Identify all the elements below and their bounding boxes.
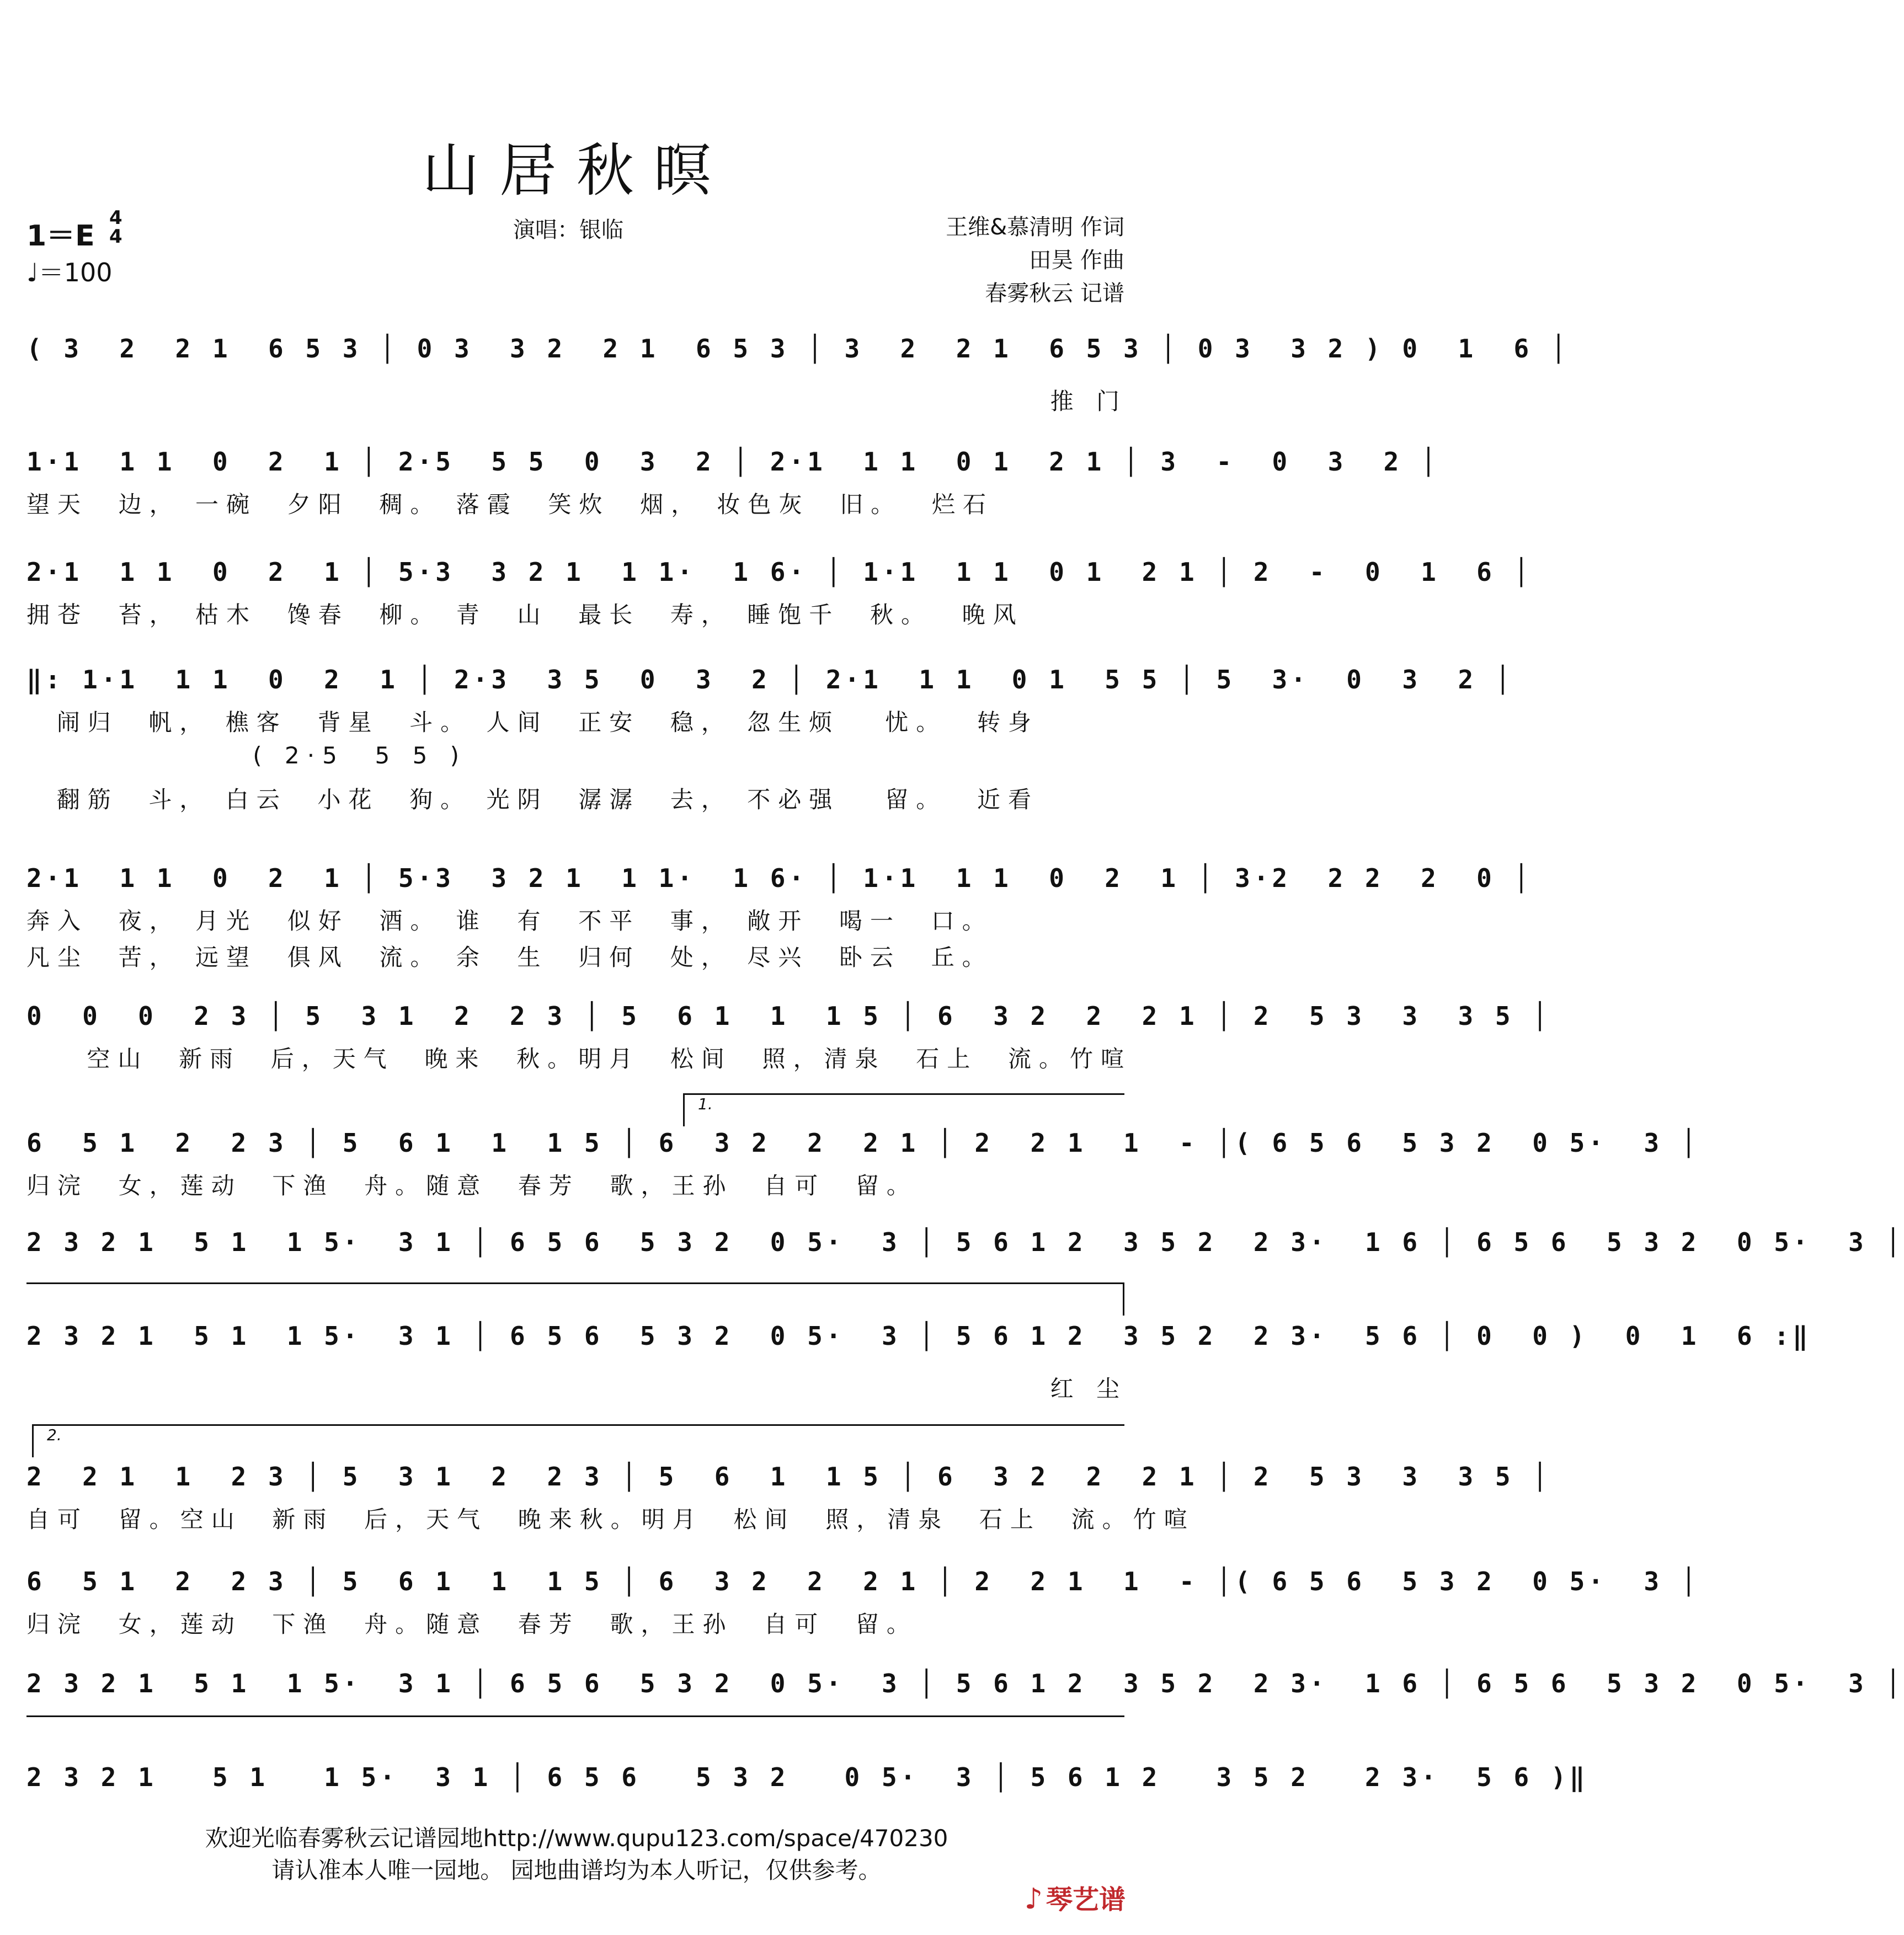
ending-2-bracket-cont <box>26 1715 1124 1717</box>
lyric-row: ( 2·5 5 5 ) <box>26 742 467 769</box>
credits <box>946 211 1124 310</box>
ending-1-bracket-cont <box>26 1282 1124 1284</box>
notation-row: 2 3 2 1 5 1 1 5· 3 1 │ 6 5 6 5 3 2 0 5· 3 │ 5 6 1 2 3 5 2 2 3· 1 6 │ 6 5 6 5 3 2 0 5· 3 │ <box>26 1669 1904 1698</box>
page-title: 山居秋暝 <box>422 137 731 204</box>
notation-row: ( 3 2 2 1 6 5 3 │ 0 3 3 2 2 1 6 5 3 │ 3 2 2 1 6 5 3 │ 0 3 3 2 ) 0 1 6 │ <box>26 334 1570 364</box>
composer-credit: 田昊 作曲 <box>1029 248 1124 273</box>
ending-2-bracket-left <box>32 1424 34 1457</box>
notation-row: ‖: 1·1 1 1 0 2 1 │ 2·3 3 5 0 3 2 │ 2·1 1 1 0 1 5 5 │ 5 3· 0 3 2 │ <box>26 665 1514 694</box>
lyric-row: 归浣 女，莲动 下渔 舟。随意 春芳 歌，王孙 自可 留。 <box>26 1611 918 1638</box>
notation-row: 1·1 1 1 0 2 1 │ 2·5 5 5 0 3 2 │ 2·1 1 1 0 1 2 1 │ 3 - 0 3 2 │ <box>26 447 1439 477</box>
lyric-row: 拥苍 苔， 枯木 馋春 柳。 青 山 最长 寿， 睡饱千 秋。 晚风 <box>26 601 1024 628</box>
ending-1-bracket <box>683 1093 1124 1095</box>
lyric-row: 凡尘 苦， 远望 俱风 流。 余 生 归何 处， 尽兴 卧云 丘。 <box>26 944 993 971</box>
notation-row: 2·1 1 1 0 2 1 │ 5·3 3 2 1 1 1· 1 6· │ 1·1 1 1 0 2 1 │ 3·2 2 2 2 0 │ <box>26 863 1533 893</box>
ending-1-bracket-left <box>683 1093 685 1126</box>
key-signature: 1＝E <box>26 220 95 253</box>
ending-2-label: 2. <box>47 1426 62 1444</box>
lyric-row: 闹归 帆， 樵客 背星 斗。 人间 正安 稳， 忽生烦 忧。 转身 <box>26 709 1039 736</box>
footer-line-1: 欢迎光临春雾秋云记谱园地http://www.qupu123.com/space/470230 <box>205 1825 948 1852</box>
lyric-row: 自可 留。空山 新雨 后，天气 晚来秋。明月 松间 照，清泉 石上 流。竹喧 <box>26 1506 1195 1533</box>
notation-row: 2 3 2 1 5 1 1 5· 3 1 │ 6 5 6 5 3 2 0 5· 3 │ 5 6 1 2 3 5 2 2 3· 5 6 │ 0 0 ) 0 1 6 :‖ <box>26 1321 1811 1351</box>
notation-row: 2·1 1 1 0 2 1 │ 5·3 3 2 1 1 1· 1 6· │ 1·1 1 1 0 1 2 1 │ 2 - 0 1 6 │ <box>26 557 1533 587</box>
lyric-row: 奔入 夜， 月光 似好 酒。 谁 有 不平 事， 敞开 喝一 口。 <box>26 907 993 934</box>
notation-row: 6 5 1 2 2 3 │ 5 6 1 1 1 5 │ 6 3 2 2 2 1 │ 2 2 1 1 - │( 6 5 6 5 3 2 0 5· 3 │ <box>26 1128 1700 1158</box>
lyric-row: 推 门 <box>1050 388 1127 415</box>
notation-row: 2 3 2 1 5 1 1 5· 3 1 │ 6 5 6 5 3 2 0 5· 3 │ 5 6 1 2 3 5 2 2 3· 5 6 )‖ <box>26 1762 1588 1792</box>
tempo-marking: ♩＝100 <box>26 258 113 287</box>
notation-row: 0 0 0 2 3 │ 5 3 1 2 2 3 │ 5 6 1 1 1 5 │ 6 3 2 2 2 1 │ 2 5 3 3 3 5 │ <box>26 1001 1551 1031</box>
ending-1-label: 1. <box>698 1095 713 1113</box>
lyric-row: 翻筋 斗， 白云 小花 狗。 光阴 潺潺 去， 不必强 留。 近看 <box>26 786 1039 813</box>
time-signature: 4 4 <box>109 207 122 248</box>
notation-row: 2 2 1 1 2 3 │ 5 3 1 2 2 3 │ 5 6 1 1 5 │ 6 3 2 2 2 1 │ 2 5 3 3 3 5 │ <box>26 1462 1551 1492</box>
ending-1-bracket-right <box>1123 1282 1124 1316</box>
transcriber-credit: 春雾秋云 记谱 <box>985 281 1124 306</box>
notation-row: 2 3 2 1 5 1 1 5· 3 1 │ 6 5 6 5 3 2 0 5· 3 │ 5 6 1 2 3 5 2 2 3· 1 6 │ 6 5 6 5 3 2 0 5· 3 │ <box>26 1227 1904 1257</box>
lyric-row: 红 尘 <box>1050 1375 1127 1402</box>
lyric-row: 望天 边， 一碗 夕阳 稠。 落霞 笑炊 烟， 妆色灰 旧。 烂石 <box>26 491 994 518</box>
footer-line-2: 请认准本人唯一园地。 园地曲谱均为本人听记，仅供参考。 <box>271 1857 882 1884</box>
logo-icon: ♪ <box>1024 1883 1043 1916</box>
singer-credit: 演唱：银临 <box>513 217 623 243</box>
notation-row: 6 5 1 2 2 3 │ 5 6 1 1 1 5 │ 6 3 2 2 2 1 │ 2 2 1 1 - │( 6 5 6 5 3 2 0 5· 3 │ <box>26 1567 1700 1596</box>
lyric-row: 归浣 女，莲动 下渔 舟。随意 春芳 歌，王孙 自可 留。 <box>26 1172 918 1199</box>
lyricist-credit: 王维&慕清明 作词 <box>946 215 1124 240</box>
site-logo: ♪ 琴艺谱 <box>1024 1883 1126 1916</box>
ending-2-bracket <box>32 1424 1124 1426</box>
lyric-row: 空山 新雨 后，天气 晚来 秋。明月 松间 照，清泉 石上 流。竹喧 <box>26 1045 1132 1072</box>
